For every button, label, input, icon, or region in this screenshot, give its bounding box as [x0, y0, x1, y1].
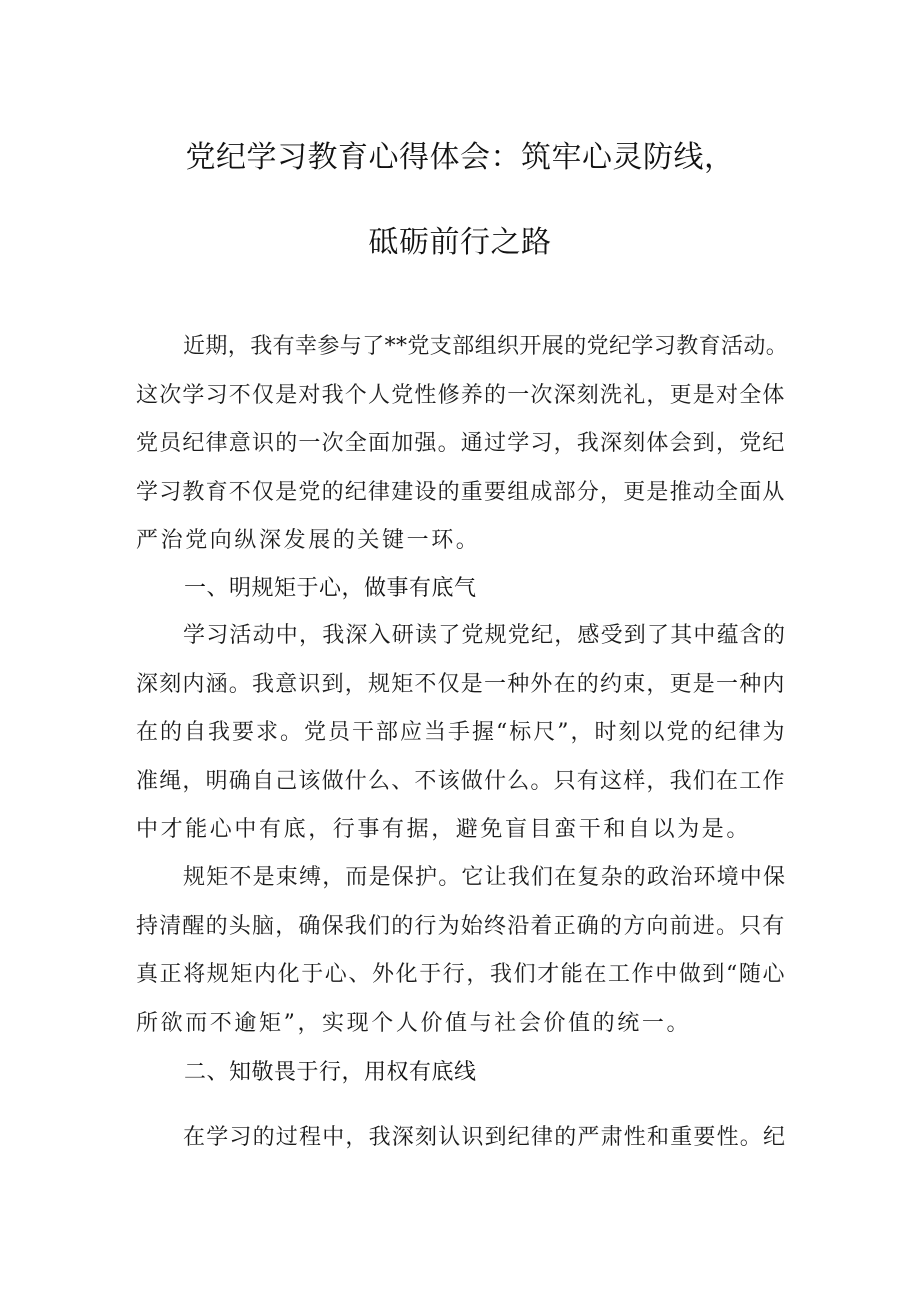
section-heading-2: 二、知敬畏于行，用权有底线	[184, 1060, 477, 1085]
paragraph-2-line-3: 在的自我要求。党员干部应当手握“标尺”，时刻以党的纪律为	[136, 720, 787, 745]
paragraph-3-line-2: 持清醒的头脑，确保我们的行为始终沿着正确的方向前进。只有	[136, 914, 786, 939]
paragraph-3-line-1: 规矩不是束缚，而是保护。它让我们在复杂的政治环境中保	[183, 865, 787, 890]
paragraph-1-line-5: 严治党向纵深发展的关键一环。	[136, 528, 481, 553]
document-title-line-2: 砥砺前行之路	[368, 225, 552, 260]
paragraph-1-line-1: 近期，我有幸参与了**党支部组织开展的党纪学习教育活动。	[183, 334, 789, 359]
paragraph-1-line-3: 党员纪律意识的一次全面加强。通过学习，我深刻体会到，党纪	[136, 431, 786, 456]
paragraph-2-line-5: 中才能心中有底，行事有据，避免盲目蛮干和自以为是。	[136, 817, 752, 842]
paragraph-4-line-1: 在学习的过程中，我深刻认识到纪律的严肃性和重要性。纪	[183, 1125, 787, 1150]
paragraph-1-line-2: 这次学习不仅是对我个人党性修养的一次深刻洗礼，更是对全体	[136, 383, 786, 408]
paragraph-1-line-4: 学习教育不仅是党的纪律建设的重要组成部分，更是推动全面从	[136, 480, 786, 505]
paragraph-2-line-4: 准绳，明确自己该做什么、不该做什么。只有这样，我们在工作	[136, 769, 786, 794]
section-heading-1: 一、明规矩于心，做事有底气	[184, 576, 477, 601]
paragraph-3-line-3: 真正将规矩内化于心、外化于行，我们才能在工作中做到“随心	[136, 962, 787, 987]
paragraph-2-line-1: 学习活动中，我深入研读了党规党纪，感受到了其中蕴含的	[183, 623, 787, 648]
paragraph-2-line-2: 深刻内涵。我意识到，规矩不仅是一种外在的约束，更是一种内	[136, 672, 786, 697]
document-title-line-1: 党纪学习教育心得体会：筑牢心灵防线，	[185, 140, 735, 175]
paragraph-3-line-4: 所欲而不逾矩”，实现个人价值与社会价值的统一。	[136, 1011, 692, 1036]
